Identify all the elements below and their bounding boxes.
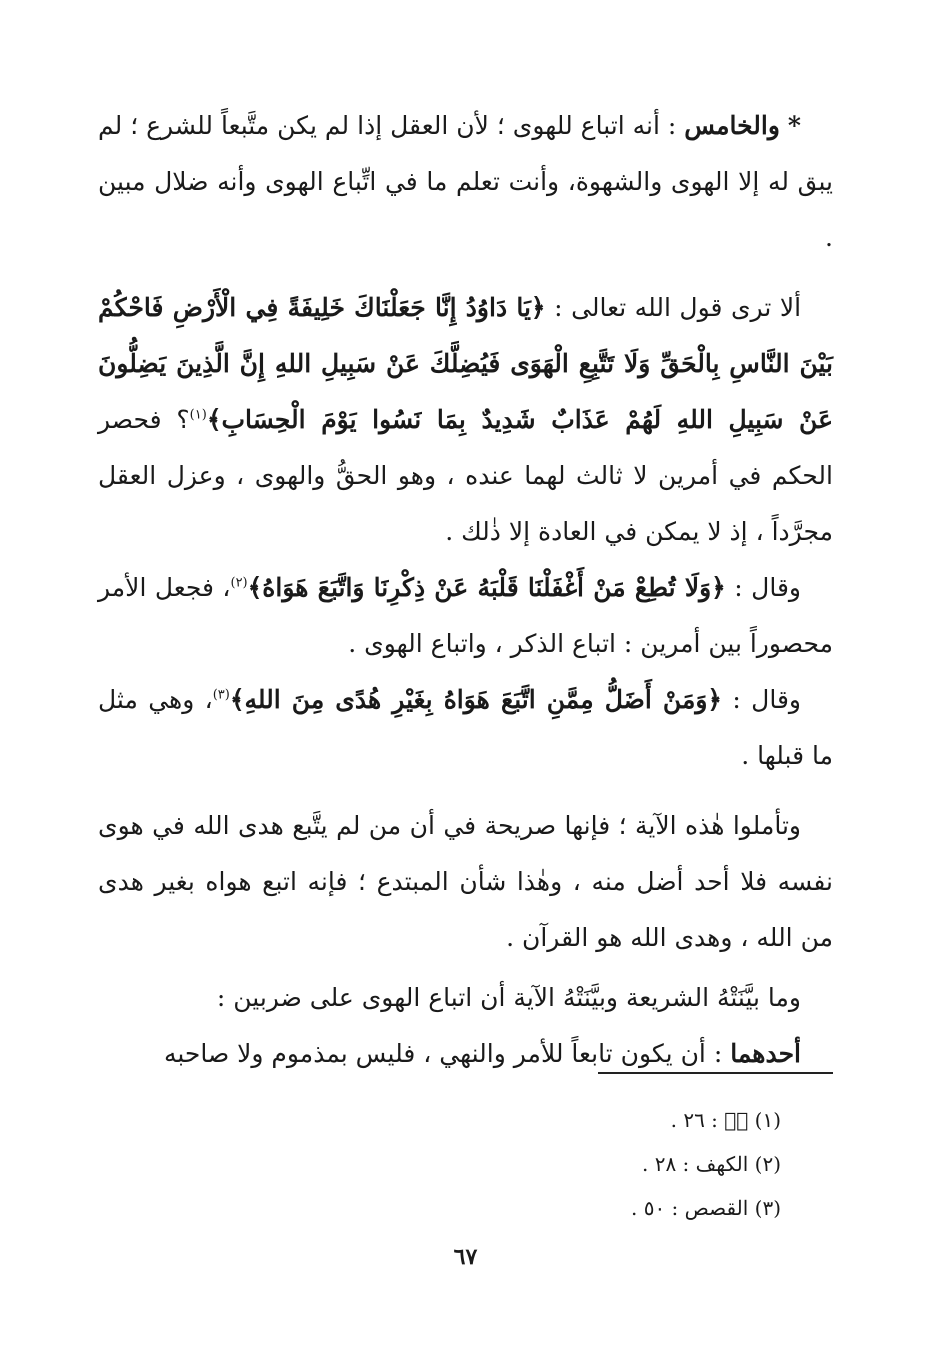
- page-number: ٦٧: [453, 1244, 478, 1270]
- footnote-1: (١) صۤ : ٢٦ .: [670, 1108, 781, 1132]
- paragraph-text: وما بيَّنَتْهُ الشريعة وبيَّنَتْهُ الآية أن اتباع الهوى على ضربين :: [216, 983, 801, 1012]
- paragraph-lead: والخامس: [684, 111, 780, 140]
- quran-verse: ﴿وَلَا تُطِعْ مَنْ أَغْفَلْنَا قَلْبَهُ عَنْ ذِكْرِنَا وَاتَّبَعَ هَوَاهُ﴾: [247, 573, 726, 602]
- paragraph-text: ؟ فحصر الحكم في أمرين لا ثالث لهما عنده ، وهو الحقُّ والهوى ، وعزل العقل مجرَّداً ، إذ لا يمكن في العادة إلا ذٰلك .: [98, 405, 833, 546]
- verse-intro: وقال :: [734, 573, 801, 602]
- paragraph-dawud-verse: [98, 280, 833, 560]
- asterisk-marker: *: [787, 111, 801, 140]
- paragraph-kahf-verse: [98, 560, 833, 672]
- paragraph-fifth: [98, 98, 833, 266]
- footnote-ref: (٢): [230, 575, 248, 591]
- paragraph-qasas-verse: [98, 672, 833, 784]
- paragraph-text: : أنه اتباع للهوى ؛ لأن العقل إذا لم يكن متَّبعاً للشرع ؛ لم يبق له إلا الهوى والشهوة، وأنت تعلم ما في اتِّباع الهوى وأنه ضلال مبين .: [98, 111, 833, 252]
- verse-intro: ألا ترى قول الله تعالى :: [554, 293, 802, 322]
- paragraph-text: : أن يكون تابعاً للأمر والنهي ، فليس بمذموم ولا صاحبه: [163, 1039, 723, 1068]
- footnotes: [281, 1098, 781, 1230]
- quran-verse: ﴿وَمَنْ أَضَلُّ مِمَّنِ اتَّبَعَ هَوَاهُ بِغَيْرِ هُدًى مِنَ اللهِ﴾: [229, 685, 723, 714]
- quran-verse: ﴿يَا دَاوُدُ إِنَّا جَعَلْنَاكَ خَلِيفَةً فِي الْأَرْضِ فَاحْكُمْ بَيْنَ النَّاسِ بِالْحَقِّ وَلَا تَتَّبِعِ الْهَوَى فَيُضِلَّكَ عَنْ سَبِيلِ اللهِ إِنَّ الَّذِينَ يَضِلُّونَ عَنْ سَبِيلِ اللهِ لَهُمْ عَذَابٌ شَدِيدٌ بِمَا نَسُوا يَوْمَ الْحِسَابِ﴾: [98, 293, 834, 434]
- paragraph-text: ، وهي مثل ما قبلها .: [98, 685, 833, 770]
- footnote-3: (٣) القصص : ٥٠ .: [631, 1196, 781, 1220]
- footnote-2: (٢) الكهف : ٢٨ .: [642, 1152, 781, 1176]
- main-text: [98, 98, 833, 1082]
- paragraph-reflection: [98, 798, 833, 966]
- paragraph-text: وتأملوا هٰذه الآية ؛ فإنها صريحة في أن من لم يتَّبع هدى الله في هوى نفسه فلا أحد أضل منه ، وهٰذا شأن المبتدع ؛ فإنه اتبع هواه بغير هدى من الله ، وهدى الله هو القرآن .: [98, 811, 833, 952]
- footnote-ref: (١): [189, 407, 207, 423]
- footnote-divider: [598, 1072, 833, 1074]
- footnote-ref: (٣): [212, 687, 230, 703]
- paragraph-two-types: [98, 970, 833, 1026]
- verse-intro: وقال :: [732, 685, 801, 714]
- paragraph-lead: أحدهما: [730, 1039, 801, 1068]
- paragraph-text: ، فجعل الأمر محصوراً بين أمرين : اتباع الذكر ، واتباع الهوى .: [98, 573, 833, 658]
